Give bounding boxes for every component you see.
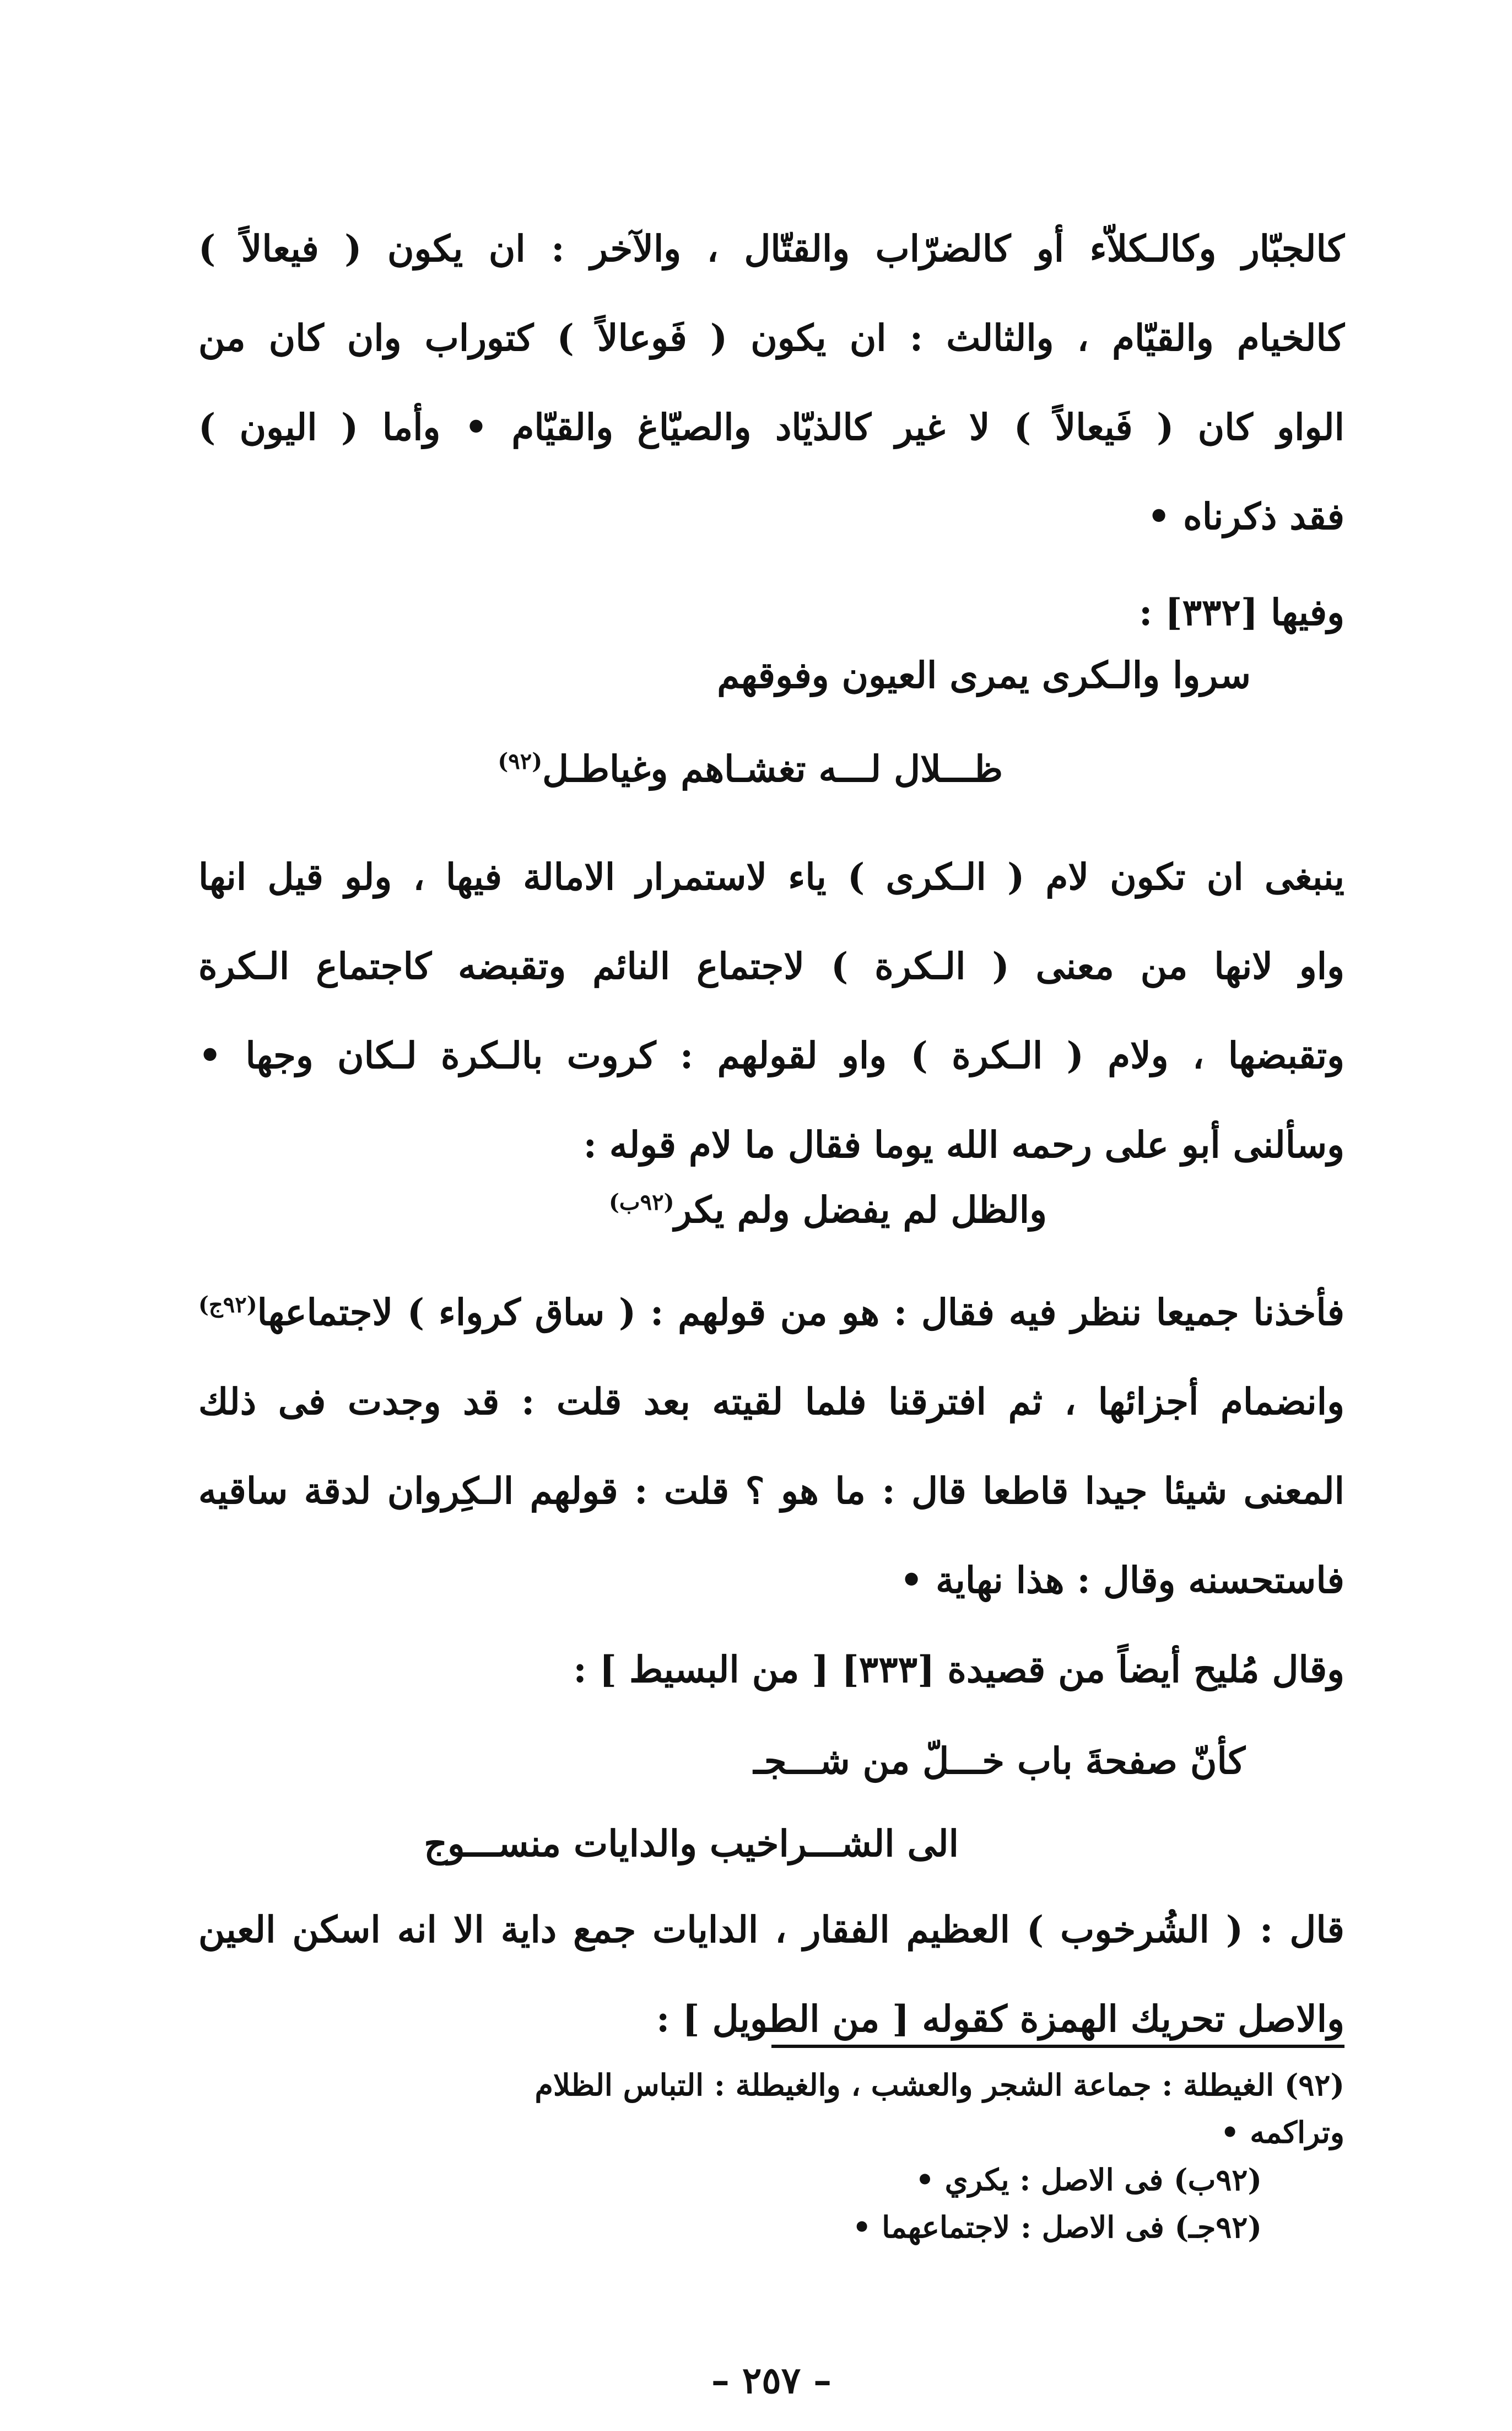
text-line: [198, 1268, 1344, 1357]
text-line: وفيها [٣٣٢] :: [1138, 591, 1344, 634]
text-line: ينبغى ان تكون لام ( الـكرى ) ياء لاستمرار الامالة فيها ، ولو قيل انها: [198, 855, 1344, 898]
footnote-92: (٩٢) الغيطلة : جماعة الشجر والعشب ، والغيطلة : التباس الظلام: [534, 2067, 1344, 2103]
footnote-ref: (٩٢): [498, 748, 543, 774]
text-line: الواو كان ( فَيعالاً ) لا غير كالذيّاد والصيّاغ والقيّام • وأما ( اليون ): [198, 406, 1344, 449]
verse-text: والظل لم يفضل ولم يكر: [674, 1188, 1047, 1231]
text-line: قال : ( الشُرخوب ) العظيم الفقار ، الدايات جمع داية الا انه اسكن العين: [198, 1908, 1344, 1951]
paragraph-1: [198, 204, 1344, 561]
footnote-ref: (٩٢ج): [198, 1292, 257, 1318]
verse-3-line-1: كأنّ صفحةَ باب خـــلّ من شـــجـ: [753, 1739, 1245, 1782]
footnote-separator: [771, 2045, 1344, 2048]
text-line: فاستحسنه وقال : هذا نهاية •: [899, 1559, 1344, 1602]
paragraph-3: [198, 832, 1344, 1189]
text-line: كالجبّار وكالـكلاّء أو كالضرّاب والقتّال ، والآخر : ان يكون ( فيعالاً ): [198, 227, 1344, 270]
text-line: وتقبضها ، ولام ( الـكرة ) واو لقولهم : كروت بالـكرة لـكان وجها •: [198, 1034, 1344, 1077]
footnote-92b: (٩٢ب) فى الاصل : يكري •: [915, 2162, 1262, 2197]
verse-2: [609, 1168, 1047, 1251]
line-text: فأخذنا جميعا ننظر فيه فقال : هو من قولهم : ( ساق كرواء ) لاجتماعها: [257, 1291, 1344, 1334]
verse-text: ظـــلال لـــه تغشـاهم وغياطـل: [542, 747, 1003, 790]
footnote-92c: (٩٢جـ) فى الاصل : لاجتماعهما •: [852, 2209, 1262, 2245]
verse-1-line-1: سروا والـكرى يمرى العيون وفوقهم: [717, 654, 1251, 697]
text-line: وقال مُليح أيضاً من قصيدة [٣٣٣] [ من البسيط ] :: [573, 1648, 1344, 1691]
footnote-ref: (٩٢ب): [609, 1189, 674, 1215]
text-line: المعنى شيئا جيدا قاطعا قال : ما هو ؟ قلت : قولهم الـكِروان لدقة ساقيه: [198, 1469, 1344, 1512]
page-number: – ٢٥٧ –: [711, 2359, 832, 2402]
text-line: وسألنى أبو على رحمه الله يوما فقال ما لام قوله :: [583, 1123, 1344, 1166]
verse-3-line-2: الى الشـــراخيب والدايات منســـوج: [424, 1822, 959, 1865]
book-page: [198, 182, 1344, 2402]
text-line: كالخيام والقيّام ، والثالث : ان يكون ( فَوعالاً ) كتوراب وان كان من: [198, 316, 1344, 359]
text-line: فقد ذكرناه •: [1147, 495, 1344, 538]
text-line: وانضمام أجزائها ، ثم افترقنا فلما لقيته بعد قلت : قد وجدت فى ذلك: [198, 1380, 1344, 1423]
paragraph-5: [198, 1885, 1344, 2063]
text-line: واو لانها من معنى ( الـكرة ) لاجتماع النائم وتقبضه كاجتماع الـكرة: [198, 945, 1344, 988]
text-line: والاصل تحريك الهمزة كقوله [ من الطويل ] :: [656, 1997, 1344, 2040]
footnote-92-cont: وتراكمه •: [1220, 2115, 1344, 2150]
verse-1-line-2: [498, 727, 1003, 810]
paragraph-4: [198, 1268, 1344, 1714]
